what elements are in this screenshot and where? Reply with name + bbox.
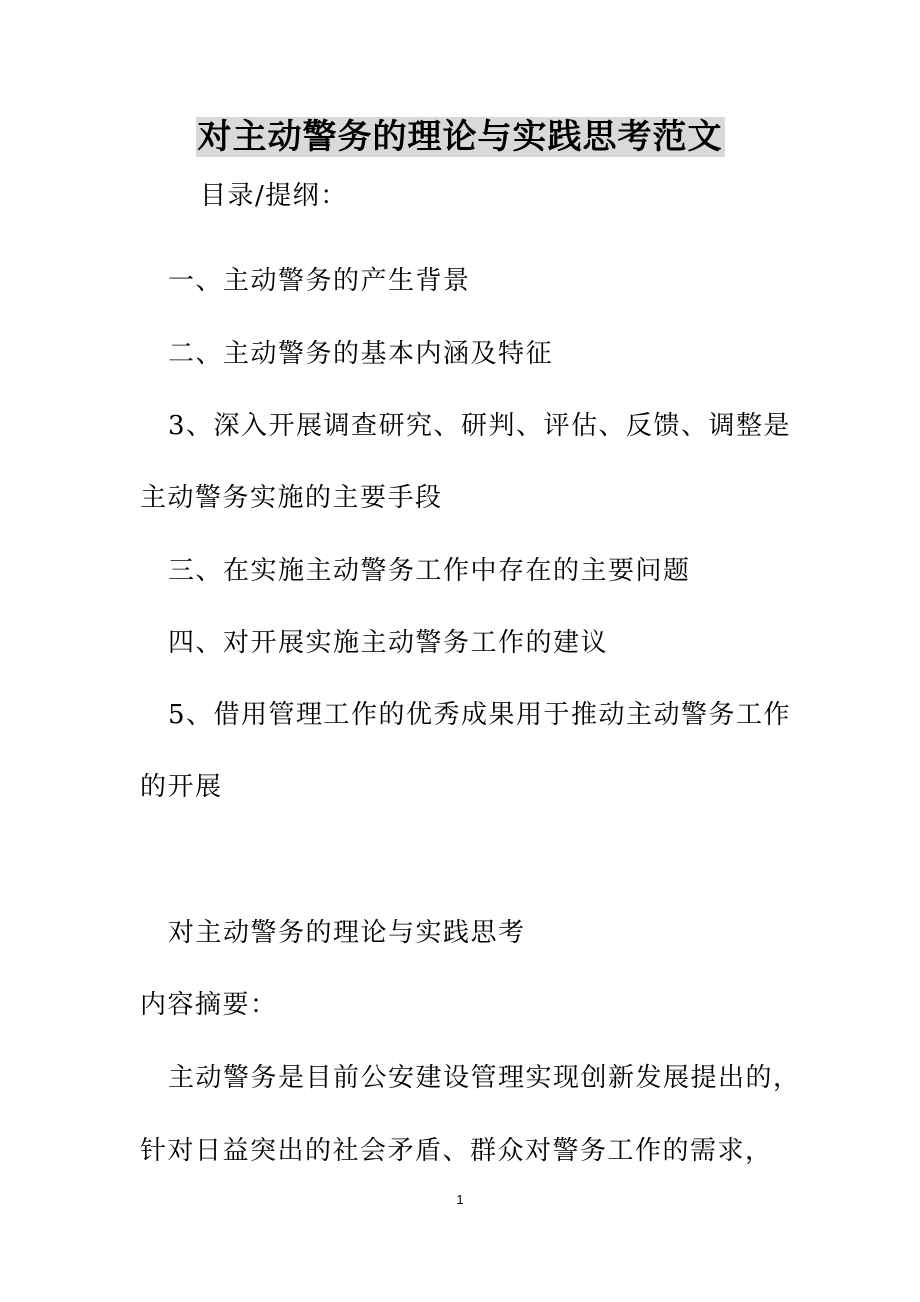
document-title-text: 对主动警务的理论与实践思考范文 <box>197 117 723 157</box>
toc-item: 3、深入开展调查研究、研判、评估、反馈、调整是 <box>168 411 792 441</box>
page-number: 1 <box>456 1192 464 1207</box>
toc-item: 四、对开展实施主动警务工作的建议 <box>168 628 609 658</box>
toc-item: 一、主动警务的产生背景 <box>168 266 471 296</box>
body-text-line: 针对日益突出的社会矛盾、群众对警务工作的需求， <box>140 1136 773 1166</box>
section-subtitle: 对主动警务的理论与实践思考 <box>168 918 526 948</box>
toc-item: 二、主动警务的基本内涵及特征 <box>168 339 554 369</box>
toc-heading: 目录/提纲： <box>200 181 348 211</box>
toc-item-continuation: 的开展 <box>140 772 223 802</box>
abstract-heading: 内容摘要： <box>140 990 278 1020</box>
toc-item-continuation: 主动警务实施的主要手段 <box>140 483 443 513</box>
toc-item: 三、在实施主动警务工作中存在的主要问题 <box>168 556 691 586</box>
body-text-line: 主动警务是目前公安建设管理实现创新发展提出的， <box>168 1063 801 1093</box>
document-title <box>0 112 920 162</box>
toc-item: 5、借用管理工作的优秀成果用于推动主动警务工作 <box>168 700 792 730</box>
